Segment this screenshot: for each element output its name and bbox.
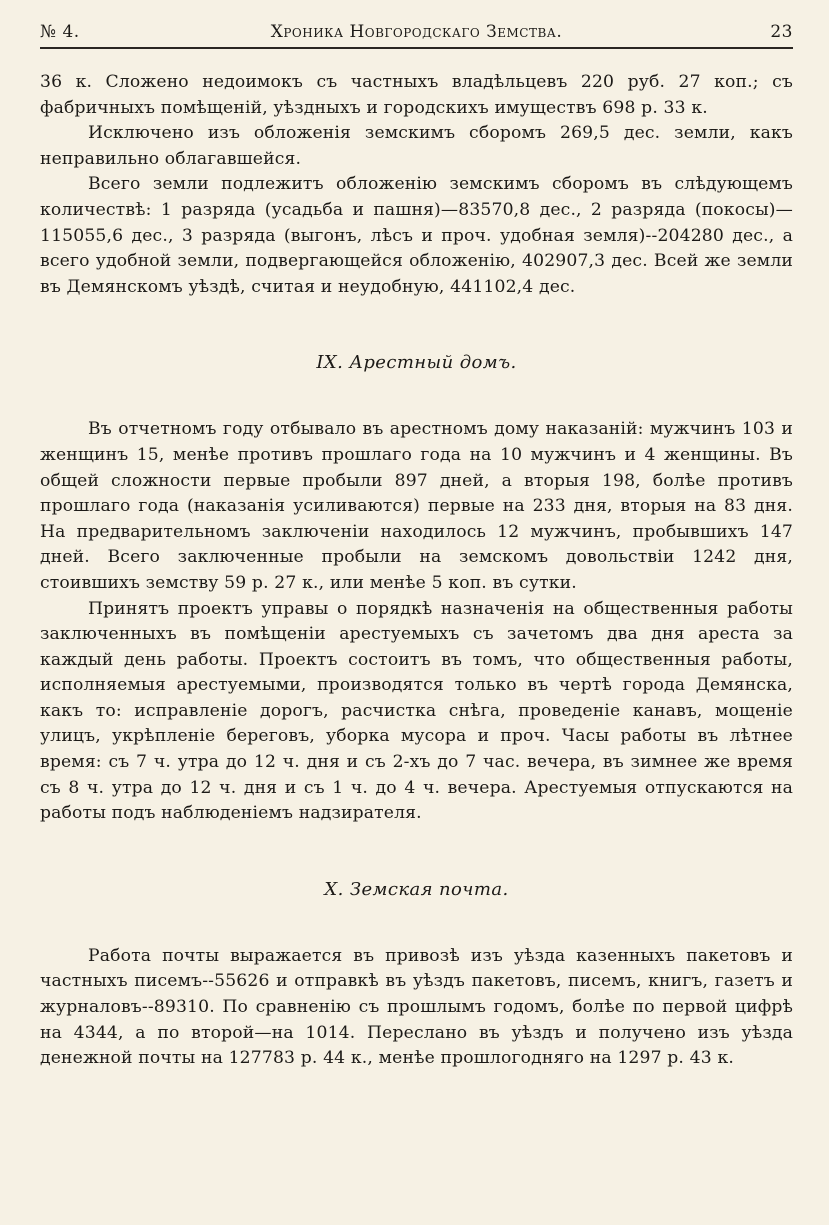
running-header <box>40 0 793 46</box>
paragraph-post-stats: Работа почты выражается въ привозѣ изъ уѣзда казенныхъ пакетовъ и частныхъ писемъ--55626 и отправкѣ въ уѣздъ пакетовъ, писемъ, книгъ, газетъ и журналовъ--89310. По сравненію съ прошлымъ годомъ, болѣе по первой цифрѣ на 4344, а по второй—на 1014. Переслано въ уѣздъ и получено изъ уѣзда денежной почты на 127783 р. 44 к., менѣе прошлогодняго на 1297 р. 43 к. <box>40 945 793 1069</box>
header-rule <box>40 47 793 50</box>
page-body <box>40 46 793 1072</box>
section-title-arrest-house: IX. Арестный домъ. <box>316 352 517 374</box>
paragraph-arrears: 36 к. Сложено недоимокъ съ частныхъ владѣльцевъ 220 руб. 27 коп.; съ фабричныхъ помѣщеній, уѣздныхъ и городскихъ имуществъ 698 р. 33 к. <box>40 72 793 118</box>
paragraph-arrest-stats: Въ отчетномъ году отбывало въ арестномъ дому наказаній: мужчинъ 103 и женщинъ 15, менѣе противъ прошлаго года на 10 мужчинъ и 4 женщины. Въ общей сложности первые пробыли 897 дней, а вторыя 198, болѣе противъ прошлаго года (наказанія усиливаются) первые на 233 дня, вторыя на 83 дня. На предварительномъ заключеніи находилось 12 мужчинъ, пробывшихъ 147 дней. Всего заключенные пробыли на земскомъ довольствіи 1242 дня, стоившихъ земству 59 р. 27 к., или менѣе 5 коп. въ сутки. <box>40 419 793 593</box>
paragraph-taxable-land: Всего земли подлежитъ обложенію земскимъ сборомъ въ слѣдующемъ количествѣ: 1 разряда (усадьба и пашня)—83570,8 дес., 2 разряда (покосы)—115055,6 дес., 3 разряда (выгонъ, лѣсъ и проч. удобная земля)--204280 дес., а всего удобной земли, подвергающейся обложенію, 402907,3 дес. Всей же земли въ Демянскомъ уѣздѣ, считая и неудобную, 441102,4 дес. <box>40 174 793 297</box>
issue-number: № 4. <box>40 22 80 42</box>
paragraph-excluded-land: Исключено изъ обложенія земскимъ сборомъ 269,5 дес. земли, какъ неправильно облагавшейся. <box>40 123 793 169</box>
journal-title: Хроника Новгородскаго Земства. <box>270 22 563 42</box>
section-title-zemstvo-post: X. Земская почта. <box>324 878 509 900</box>
page-number: 23 <box>770 22 793 42</box>
paragraph-public-works: Принятъ проектъ управы о порядкѣ назначенія на общественныя работы заключенныхъ въ помѣщеніи арестуемыхъ съ зачетомъ два дня ареста за каждый день работы. Проектъ состоитъ въ томъ, что общественныя работы, исполняемыя арестуемыми, производятся только въ чертѣ города Демянска, какъ то: исправленіе дорогъ, расчистка снѣга, проведеніе канавъ, мощеніе улицъ, укрѣпленіе береговъ, уборка мусора и проч. Часы работы въ лѣтнее время: съ 7 ч. утра до 12 ч. дня и съ 2-хъ до 7 час. вечера, въ зимнее же время съ 8 ч. утра до 12 ч. дня и съ 1 ч. до 4 ч. вечера. Арестуемыя отпускаются на работы подъ наблюденіемъ надзирателя. <box>40 598 793 824</box>
